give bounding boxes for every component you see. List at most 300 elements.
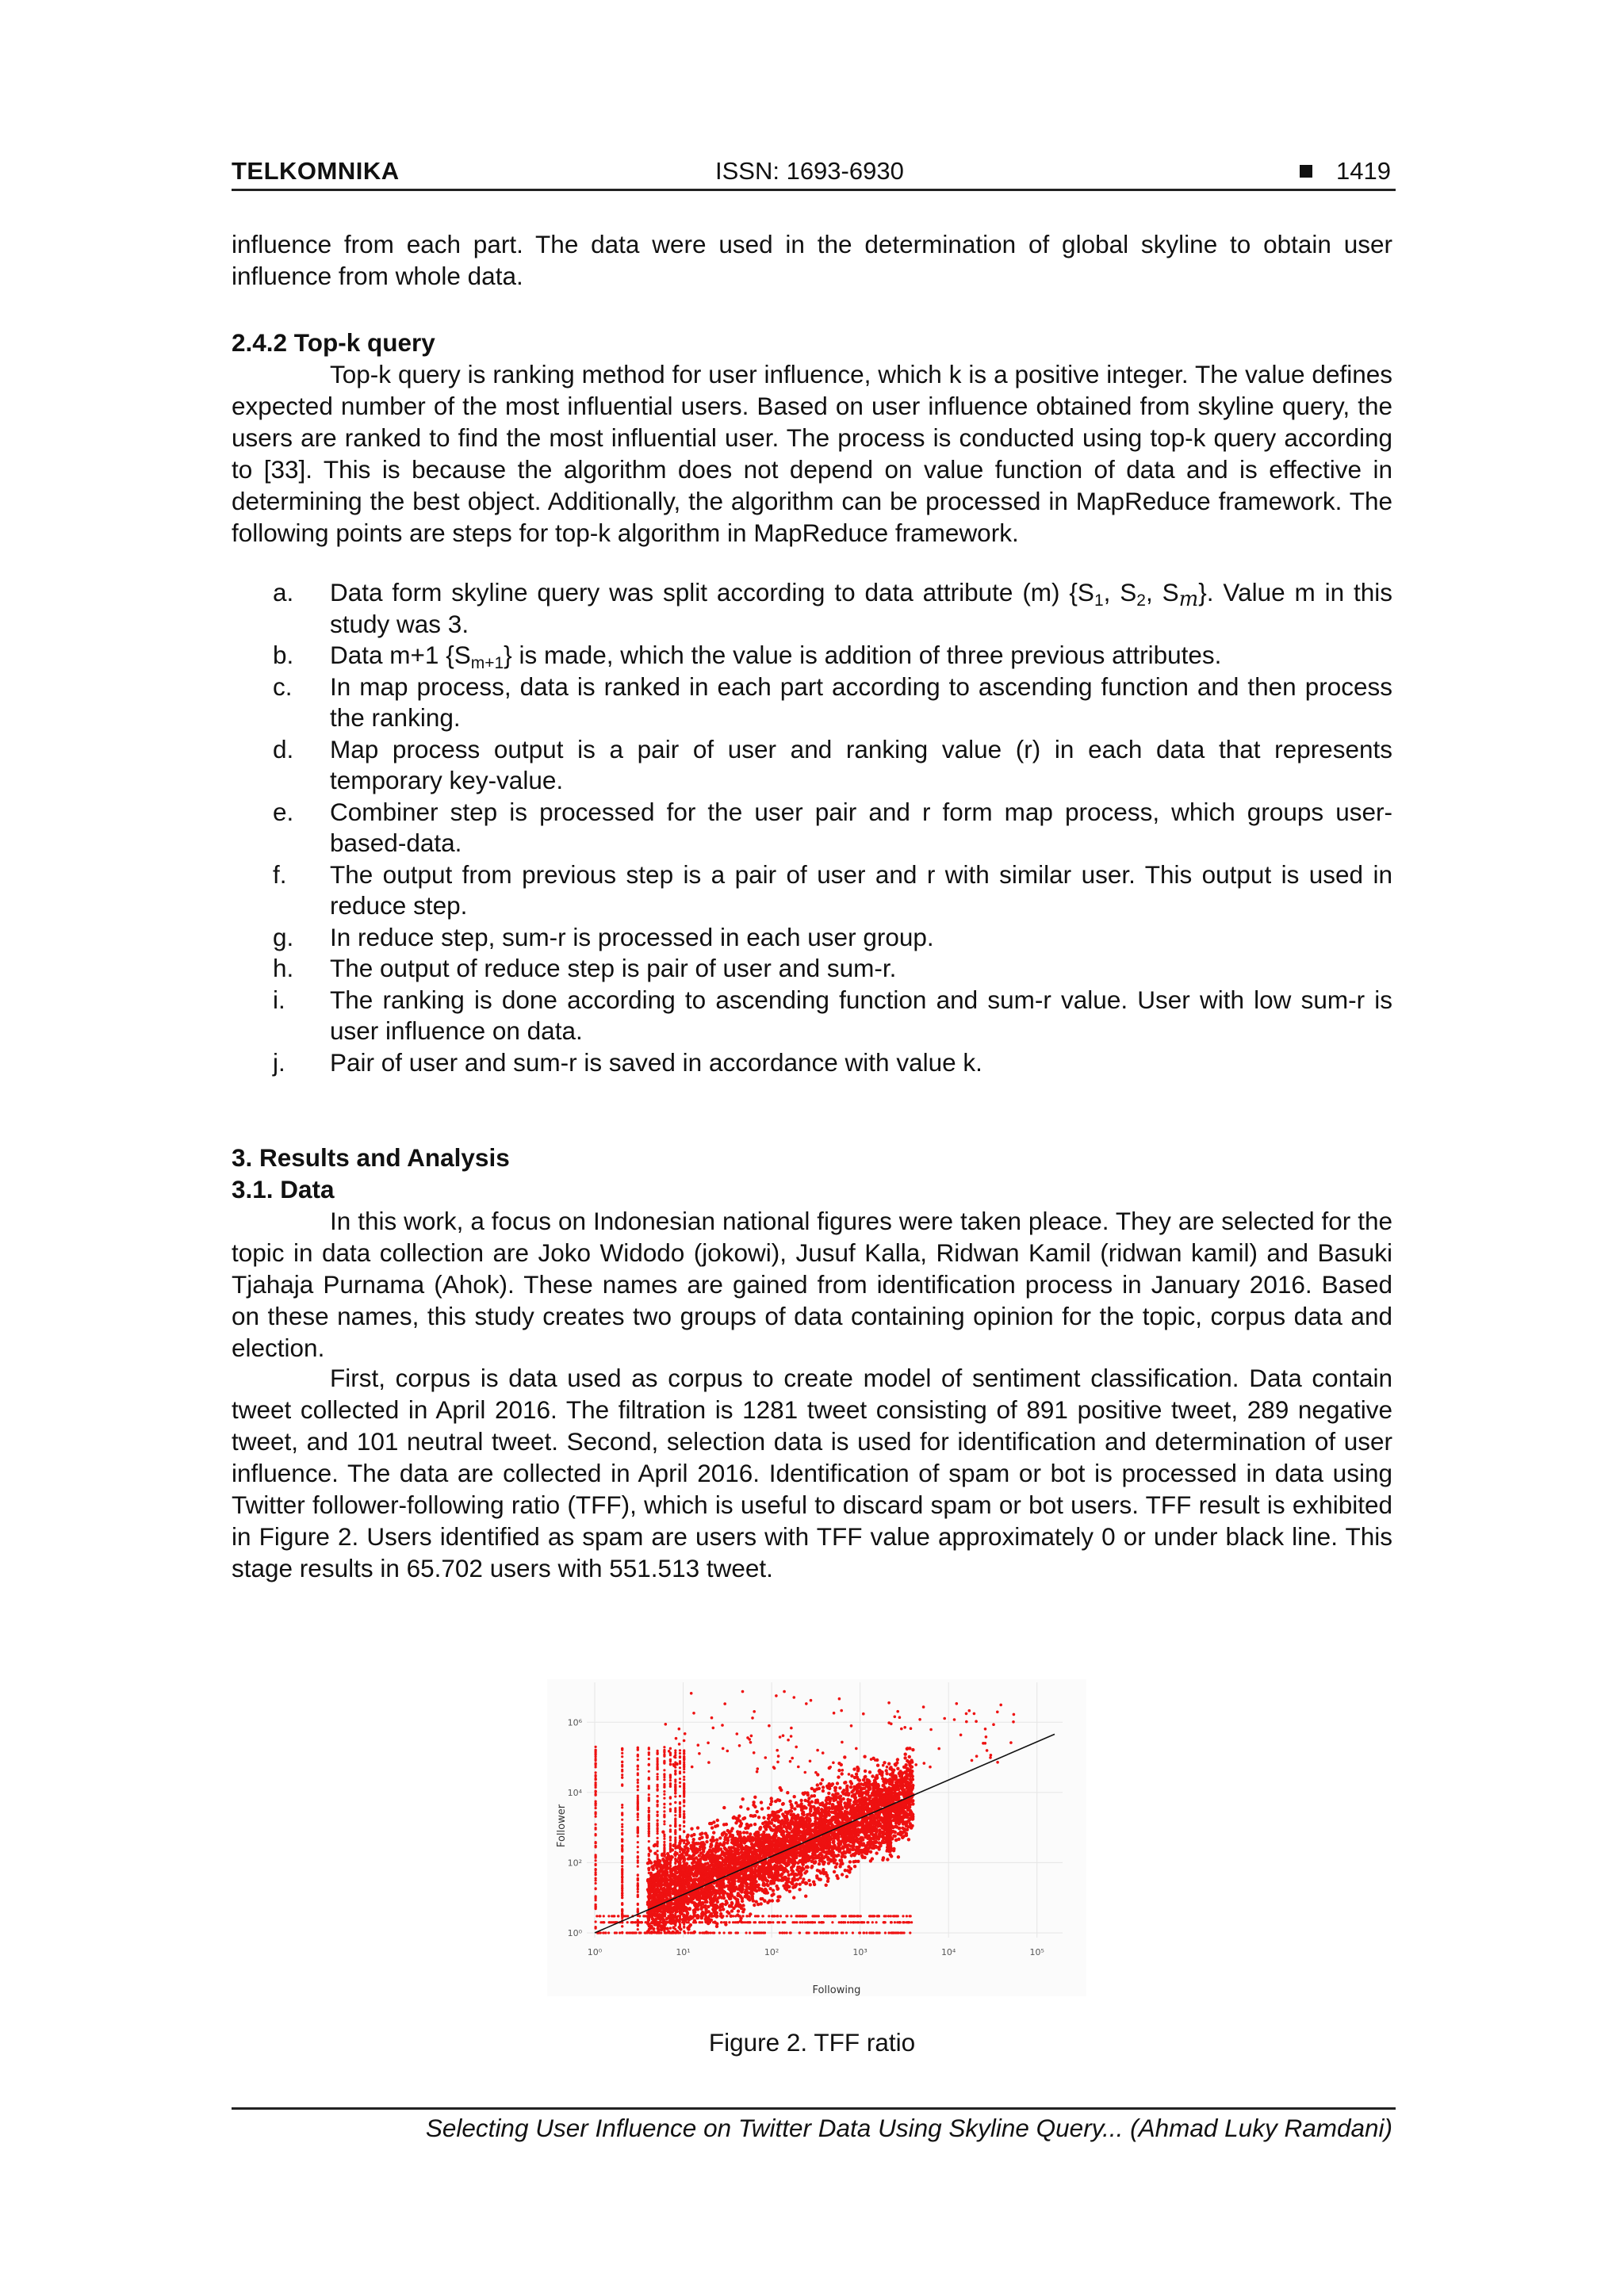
scatter-point [726, 1850, 730, 1854]
scatter-point [733, 1867, 737, 1870]
scatter-point [843, 1845, 846, 1848]
scatter-point [719, 1888, 722, 1892]
scatter-point [809, 1814, 812, 1817]
scatter-point [800, 1850, 803, 1853]
scatter-point [709, 1860, 712, 1863]
scatter-point [847, 1843, 850, 1846]
list-item: d. Map process output is a pair of user and ranking value (r) in each data that represents temporary key-value. [273, 734, 1392, 794]
scatter-point [726, 1895, 730, 1898]
scatter-point [773, 1818, 776, 1821]
scatter-point [838, 1814, 841, 1817]
scatter-point [733, 1816, 736, 1819]
scatter-point [726, 1877, 730, 1880]
scatter-point [738, 1824, 741, 1827]
scatter-point [750, 1888, 753, 1892]
scatter-point [822, 1850, 825, 1853]
scatter-point [762, 1869, 765, 1872]
scatter-point [792, 1896, 795, 1899]
scatter-point [906, 1781, 909, 1784]
scatter-point [758, 1827, 761, 1831]
scatter-point [838, 1865, 841, 1868]
scatter-point [891, 1782, 894, 1785]
scatter-point [894, 1798, 898, 1801]
scatter-point [767, 1873, 770, 1876]
scatter-point [700, 1836, 703, 1839]
scatter-point [772, 1892, 775, 1896]
scatter-point [730, 1833, 733, 1836]
list-marker: e. [273, 797, 294, 826]
scatter-point [852, 1767, 856, 1770]
scatter-point [836, 1793, 839, 1796]
scatter-point [798, 1824, 801, 1827]
scatter-point [894, 1819, 898, 1822]
scatter-point [665, 1897, 668, 1900]
scatter-point [766, 1901, 769, 1904]
scatter-point [653, 1888, 656, 1892]
scatter-point [777, 1810, 780, 1813]
scatter-point [649, 1896, 653, 1899]
scatter-point [814, 1856, 817, 1859]
scatter-point [881, 1858, 884, 1862]
topk-steps-list [232, 577, 1392, 1078]
scatter-point [849, 1785, 852, 1789]
scatter-point [813, 1883, 816, 1886]
scatter-point [883, 1813, 886, 1816]
scatter-point [745, 1869, 749, 1872]
scatter-point [878, 1831, 881, 1835]
scatter-point [908, 1819, 911, 1822]
scatter-point [712, 1864, 715, 1867]
scatter-point [684, 1845, 687, 1848]
scatter-point [700, 1906, 703, 1909]
scatter-point [892, 1777, 895, 1781]
scatter-point [803, 1871, 806, 1874]
scatter-point [865, 1793, 868, 1796]
scatter-point [910, 1760, 914, 1763]
scatter-point [837, 1762, 841, 1765]
scatter-point [871, 1820, 875, 1823]
scatter-point [651, 1918, 654, 1921]
scatter-point [660, 1898, 663, 1901]
scatter-point [745, 1823, 749, 1826]
scatter-point [837, 1846, 841, 1849]
scatter-point [798, 1818, 801, 1821]
scatter-point [850, 1826, 853, 1829]
scatter-point [814, 1843, 817, 1846]
scatter-point [900, 1811, 903, 1814]
scatter-point [785, 1830, 788, 1833]
scatter-point [807, 1879, 810, 1882]
scatter-point [687, 1927, 690, 1931]
scatter-point [834, 1812, 837, 1815]
scatter-point [810, 1840, 814, 1843]
scatter-point [701, 1911, 704, 1914]
scatter-point [688, 1918, 691, 1921]
scatter-point [827, 1792, 830, 1795]
scatter-point [659, 1885, 662, 1888]
scatter-point [839, 1798, 842, 1801]
scatter-point [743, 1841, 746, 1844]
scatter-point [758, 1866, 761, 1869]
scatter-point [842, 1850, 845, 1854]
scatter-point [869, 1843, 872, 1846]
scatter-point [796, 1813, 799, 1816]
scatter-point [862, 1820, 865, 1823]
scatter-point [821, 1778, 824, 1781]
scatter-point [908, 1747, 911, 1750]
scatter-point [710, 1826, 714, 1829]
scatter-point [901, 1817, 904, 1820]
scatter-point [778, 1838, 781, 1841]
scatter-point [799, 1799, 802, 1802]
scatter-point [780, 1845, 783, 1848]
scatter-point [859, 1790, 862, 1793]
scatter-point [885, 1769, 888, 1772]
scatter-point [858, 1800, 861, 1803]
scatter-point [882, 1784, 885, 1787]
scatter-point [856, 1829, 860, 1832]
scatter-point [665, 1893, 668, 1896]
scatter-point [830, 1811, 833, 1814]
scatter-point [809, 1835, 812, 1838]
list-marker: f. [273, 859, 287, 889]
scatter-point [738, 1836, 741, 1839]
scatter-point [856, 1769, 860, 1772]
scatter-point [699, 1863, 703, 1866]
scatter-point [776, 1876, 779, 1879]
scatter-point [761, 1878, 764, 1881]
scatter-point [867, 1779, 870, 1782]
scatter-point [778, 1820, 781, 1823]
scatter-point [714, 1895, 717, 1898]
scatter-point [697, 1883, 700, 1886]
scatter-point [850, 1774, 853, 1777]
scatter-point [843, 1855, 846, 1858]
scatter-point [832, 1854, 835, 1858]
list-marker: b. [273, 641, 294, 669]
scatter-point [906, 1777, 909, 1780]
scatter-point [717, 1847, 720, 1850]
scatter-point [910, 1766, 914, 1769]
scatter-point [740, 1882, 743, 1885]
page-number-block [1300, 157, 1391, 186]
scatter-point [810, 1804, 813, 1808]
scatter-point [764, 1888, 767, 1891]
scatter-point [831, 1858, 834, 1862]
scatter-point [843, 1755, 846, 1758]
list-item: g. In reduce step, sum-r is processed in each user group. [232, 922, 1392, 954]
scatter-point [767, 1806, 770, 1809]
scatter-point [800, 1859, 803, 1862]
scatter-point [728, 1904, 731, 1908]
scatter-point [863, 1755, 866, 1758]
scatter-point [653, 1902, 656, 1905]
list-item: a. Data form skyline query was split according to data attribute (m) {$S_1$, $S_2$, $S_m$}. Value m in this study was 3. [273, 578, 1392, 638]
scatter-point [844, 1869, 847, 1872]
scatter-point [903, 1811, 906, 1814]
scatter-point [901, 1788, 904, 1791]
scatter-point [694, 1904, 697, 1908]
scatter-point [705, 1840, 708, 1843]
scatter-point [803, 1835, 806, 1838]
scatter-point [787, 1873, 791, 1877]
scatter-point [783, 1876, 787, 1879]
scatter-point [841, 1831, 844, 1834]
scatter-point [789, 1826, 792, 1829]
scatter-point [899, 1831, 902, 1834]
scatter-point [831, 1824, 834, 1827]
scatter-point [822, 1856, 825, 1859]
scatter-point [696, 1826, 699, 1829]
scatter-point [799, 1869, 802, 1873]
scatter-point [810, 1855, 814, 1858]
scatter-point [726, 1829, 730, 1832]
scatter-point [747, 1895, 750, 1898]
scatter-point [862, 1783, 865, 1786]
scatter-point [845, 1787, 848, 1790]
scatter-point [834, 1866, 837, 1869]
scatter-point [749, 1832, 752, 1835]
scatter-point [836, 1837, 839, 1840]
scatter-point [787, 1833, 791, 1836]
scatter-point [864, 1775, 867, 1778]
scatter-point [802, 1877, 805, 1881]
scatter-point [837, 1832, 840, 1835]
scatter-point [786, 1791, 789, 1794]
scatter-point [898, 1821, 901, 1824]
scatter-point [886, 1858, 889, 1861]
scatter-point [838, 1786, 841, 1789]
page-number: 1419 [1336, 157, 1391, 185]
scatter-point [768, 1887, 772, 1890]
scatter-point [690, 1884, 693, 1887]
list-marker: c. [273, 672, 293, 701]
scatter-point [825, 1852, 828, 1855]
scatter-point [780, 1831, 783, 1835]
scatter-point [775, 1849, 778, 1852]
scatter-point [858, 1779, 861, 1782]
scatter-point [806, 1816, 810, 1820]
scatter-point [814, 1824, 818, 1827]
square-bullet-icon [1300, 165, 1312, 178]
scatter-point [816, 1783, 819, 1786]
scatter-point [793, 1839, 796, 1843]
scatter-point [786, 1880, 789, 1883]
scatter-point [833, 1870, 836, 1873]
scatter-point [856, 1833, 860, 1836]
scatter-point [863, 1787, 866, 1790]
scatter-point [844, 1816, 847, 1819]
scatter-point [739, 1805, 742, 1808]
scatter-point [716, 1819, 719, 1822]
scatter-point [783, 1824, 786, 1827]
scatter-point [849, 1780, 852, 1783]
scatter-point [722, 1843, 725, 1846]
scatter-point [804, 1847, 807, 1850]
scatter-point [712, 1831, 715, 1834]
scatter-point [862, 1778, 865, 1781]
scatter-point [704, 1893, 707, 1896]
scatter-point [718, 1843, 722, 1846]
scatter-point [819, 1871, 822, 1874]
scatter-point [898, 1792, 902, 1795]
scatter-point [802, 1817, 805, 1820]
scatter-point [860, 1854, 864, 1857]
scatter-point [810, 1787, 814, 1790]
list-item: i. The ranking is done according to ascending function and sum-r value. User with low sum-r is user influence on data. [273, 985, 1392, 1045]
scatter-point [751, 1895, 754, 1898]
scatter-point [821, 1801, 824, 1804]
scatter-point [708, 1889, 711, 1892]
scatter-point [715, 1842, 718, 1845]
scatter-point [798, 1888, 801, 1891]
scatter-point [871, 1846, 874, 1850]
scatter-point [902, 1766, 906, 1769]
scatter-point [718, 1908, 722, 1911]
scatter-point [906, 1786, 909, 1789]
list-marker: g. [273, 922, 294, 951]
scatter-point [798, 1804, 801, 1808]
scatter-point [869, 1850, 872, 1854]
scatter-point [853, 1865, 856, 1868]
scatter-point [877, 1802, 880, 1805]
scatter-point [753, 1796, 756, 1799]
scatter-point [836, 1877, 839, 1880]
scatter-point [791, 1858, 795, 1862]
scatter-point [822, 1785, 825, 1789]
scatter-point [864, 1847, 868, 1850]
scatter-point [706, 1835, 709, 1839]
scatter-point [796, 1847, 799, 1850]
scatter-point [850, 1808, 853, 1811]
scatter-point [805, 1820, 808, 1823]
scatter-point [712, 1900, 715, 1903]
scatter-point [838, 1858, 841, 1862]
scatter-point [712, 1869, 715, 1872]
scatter-point [718, 1892, 721, 1895]
scatter-point [829, 1799, 832, 1802]
scatter-point [818, 1859, 822, 1862]
scatter-point [813, 1794, 816, 1797]
scatter-point [758, 1870, 761, 1873]
scatter-point [776, 1899, 779, 1902]
scatter-point [699, 1841, 703, 1844]
scatter-point [806, 1828, 809, 1831]
scatter-point [724, 1866, 727, 1869]
scatter-point [804, 1895, 807, 1898]
scatter-point [770, 1797, 773, 1800]
scatter-point [911, 1813, 914, 1816]
scatter-point [706, 1873, 709, 1877]
scatter-point [868, 1788, 871, 1791]
scatter-point [749, 1878, 753, 1881]
scatter-point [900, 1772, 903, 1775]
scatter-point [804, 1799, 807, 1802]
scatter-point [892, 1795, 895, 1798]
intro-paragraph: influence from each part. The data were used in the determination of global skyline to obtain user influence from whole data. [232, 230, 1392, 290]
scatter-point [722, 1896, 725, 1899]
scatter-point [782, 1802, 785, 1805]
scatter-point [907, 1838, 910, 1841]
scatter-point [661, 1831, 665, 1834]
scatter-point [819, 1827, 822, 1830]
scatter-point [892, 1849, 895, 1852]
scatter-point [867, 1797, 870, 1800]
list-item: f. The output from previous step is a pair of user and r with similar user. This output is used in reduce step. [273, 859, 1392, 920]
scatter-point [855, 1838, 858, 1841]
scatter-point [743, 1854, 746, 1857]
scatter-point [822, 1824, 825, 1827]
scatter-point [749, 1814, 753, 1817]
list-item: b. Data m+1 $\{S_{m+1}\}$ is made, which the value is addition of three previous attributes. [273, 641, 1222, 672]
scatter-point [698, 1891, 701, 1894]
scatter-point [894, 1763, 897, 1766]
scatter-point [911, 1774, 914, 1777]
scatter-point [744, 1872, 747, 1875]
scatter-point [695, 1873, 699, 1876]
scatter-point [704, 1870, 707, 1873]
scatter-point [757, 1816, 760, 1819]
scatter-point [714, 1854, 717, 1857]
scatter-point [732, 1881, 735, 1884]
scatter-point [875, 1816, 878, 1820]
scatter-point [776, 1887, 779, 1890]
scatter-point [709, 1845, 712, 1848]
scatter-point [841, 1873, 844, 1876]
scatter-point [819, 1782, 822, 1785]
scatter-point [776, 1814, 779, 1817]
scatter-point [777, 1878, 780, 1881]
scatter-point [874, 1803, 877, 1806]
scatter-point [709, 1854, 712, 1857]
scatter-point [748, 1898, 751, 1901]
scatter-point [697, 1842, 700, 1845]
scatter-point [717, 1863, 720, 1866]
scatter-point [708, 1894, 711, 1897]
scatter-point [905, 1834, 908, 1837]
scatter-point [747, 1850, 750, 1854]
scatter-point [770, 1822, 773, 1825]
scatter-point [894, 1816, 897, 1819]
scatter-point [756, 1903, 760, 1906]
scatter-point [763, 1899, 766, 1902]
scatter-point [790, 1806, 793, 1809]
scatter-point [736, 1894, 739, 1897]
scatter-point [793, 1795, 796, 1798]
scatter-point [802, 1805, 806, 1808]
scatter-point [712, 1820, 715, 1823]
scatter-point [900, 1807, 903, 1810]
scatter-point [762, 1843, 765, 1846]
scatter-point [742, 1835, 745, 1839]
scatter-point [772, 1866, 776, 1869]
scatter-point [789, 1809, 792, 1812]
scatter-point [814, 1813, 817, 1816]
scatter-point [819, 1816, 822, 1819]
scatter-point [740, 1850, 743, 1854]
scatter-point [717, 1896, 720, 1900]
scatter-point [703, 1897, 706, 1900]
scatter-point [802, 1829, 806, 1832]
scatter-point [831, 1793, 834, 1797]
scatter-point [806, 1866, 809, 1869]
scatter-point [818, 1862, 821, 1866]
topk-paragraph: Top-k query is ranking method for user influence, which k is a positive integer. The value defines expected number of the most influential users. Based on user influence obtained from skyline query, the users are ranked to find the most influential user. The process is conducted using top-k query according to [33]. This is because the algorithm does not depend on value function of data and is effective in determining the best object. Additionally, the algorithm can be processed in MapReduce framework. The following points are steps for top-k algorithm in MapReduce framework. [232, 360, 1392, 547]
scatter-point [795, 1828, 798, 1831]
list-item: c. In map process, data is ranked in each part according to ascending function and then process the ranking. [273, 672, 1392, 732]
scatter-point [722, 1869, 726, 1873]
scatter-point [734, 1904, 737, 1908]
